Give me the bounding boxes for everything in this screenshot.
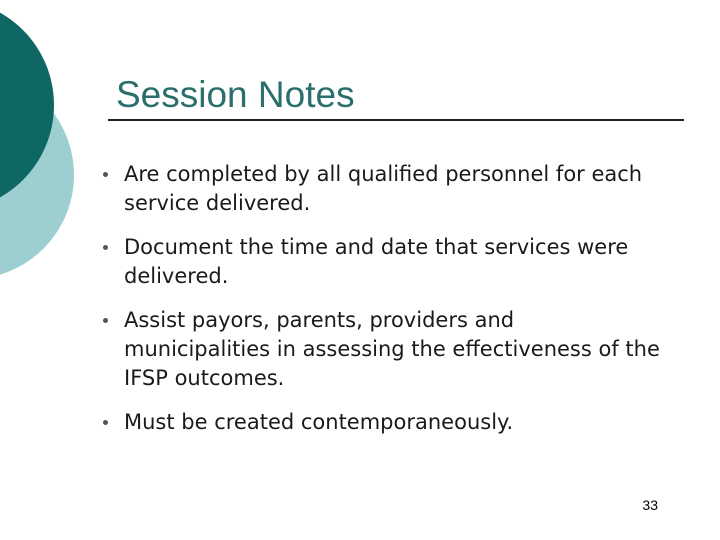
- bullet-dot-icon: [103, 318, 108, 323]
- bullet-text: Document the time and date that services were delivered.: [124, 235, 629, 288]
- bullet-item: [100, 306, 660, 393]
- bullet-text: Assist payors, parents, providers and municipalities in assessing the effectiveness of the IFSP outcomes.: [124, 308, 660, 390]
- page-number: 33: [642, 497, 658, 513]
- title-underline: [108, 119, 684, 121]
- bullet-text: Must be created contemporaneously.: [124, 410, 514, 434]
- bullet-dot-icon: [103, 420, 108, 425]
- bullet-dot-icon: [103, 172, 108, 177]
- bullet-list: [100, 160, 660, 452]
- bullet-text: Are completed by all qualified personnel for each service delivered.: [124, 162, 643, 215]
- bullet-item: [100, 160, 660, 218]
- bullet-dot-icon: [103, 245, 108, 250]
- slide-title: Session Notes: [116, 74, 355, 115]
- bullet-item: [100, 233, 660, 291]
- bullet-item: [100, 408, 660, 437]
